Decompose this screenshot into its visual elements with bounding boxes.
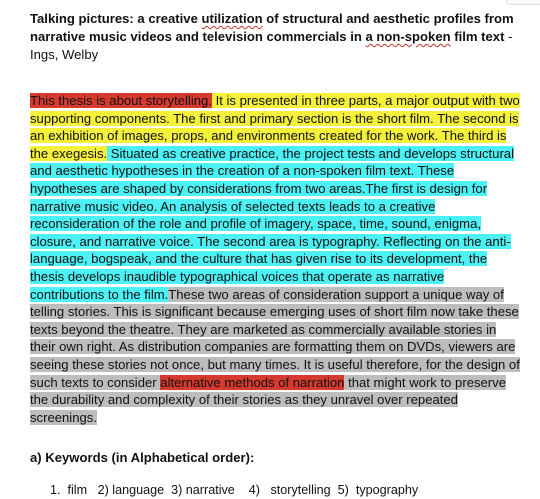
window-control-button[interactable] — [506, 0, 540, 5]
title-part-1: Talking pictures: a creative — [30, 11, 202, 26]
title-author: - Ings, Welby — [30, 29, 513, 62]
highlight-gray-ending: that might work to preserve the durability and complexity of their stories as they unravel over repeated screenings. — [30, 374, 506, 425]
abstract-paragraph — [30, 92, 520, 426]
highlight-cyan-passage: Situated as creative practice, the project tests and develops structural and aesthetic hypotheses in the creation of a non-spoken film text. These hypotheses are shaped by considerations from two areas.The first is design for narrative music video. An analysis of selected texts leads to a creative reconsideration of the role and profile of imagery, space, time, sound, enigma, closure, and narrative voice. The second area is typography. Reflecting on the anti-language, bogspeak, and the culture that has given rise to its development, the thesis develops inaudible typographical voices that operate as narrative contributions to the film. — [30, 145, 515, 302]
highlight-gray-passage: These two areas of consideration support a unique way of telling stories. This is significant because emerging uses of short film now take these texts beyond the theatre. They are marketed as commercially available stories in their own right. As distribution companies are formatting them on DVDs, viewers are seeing these stories not once, but many times. It is useful therefore, for the design of such texts to consider — [30, 286, 520, 390]
title-part-5: film text — [450, 29, 505, 44]
title-underlined-phrase: a non-spoken — [365, 29, 451, 44]
document-page — [30, 10, 520, 499]
title-part-3: of structural and aesthetic profiles from narrative music videos and television commercials in — [30, 11, 514, 44]
title-misspelled-word: utilization — [201, 11, 263, 26]
document-title — [30, 10, 520, 64]
highlight-yellow-passage: It is presented in three parts, a major output with two supporting components. The first and primary section is the short film. The second is an exhibition of images, props, and environments created for the work. The third is the exegesis. — [30, 93, 520, 161]
keywords-list: 1. film 2) language 3) narrative 4) storytelling 5) typography — [50, 483, 419, 498]
highlight-red-sentence: This thesis is about storytelling. — [30, 93, 212, 108]
keywords-heading: a) Keywords (in Alphabetical order): — [30, 450, 255, 466]
highlight-red-phrase: alternative methods of narration — [160, 374, 345, 390]
